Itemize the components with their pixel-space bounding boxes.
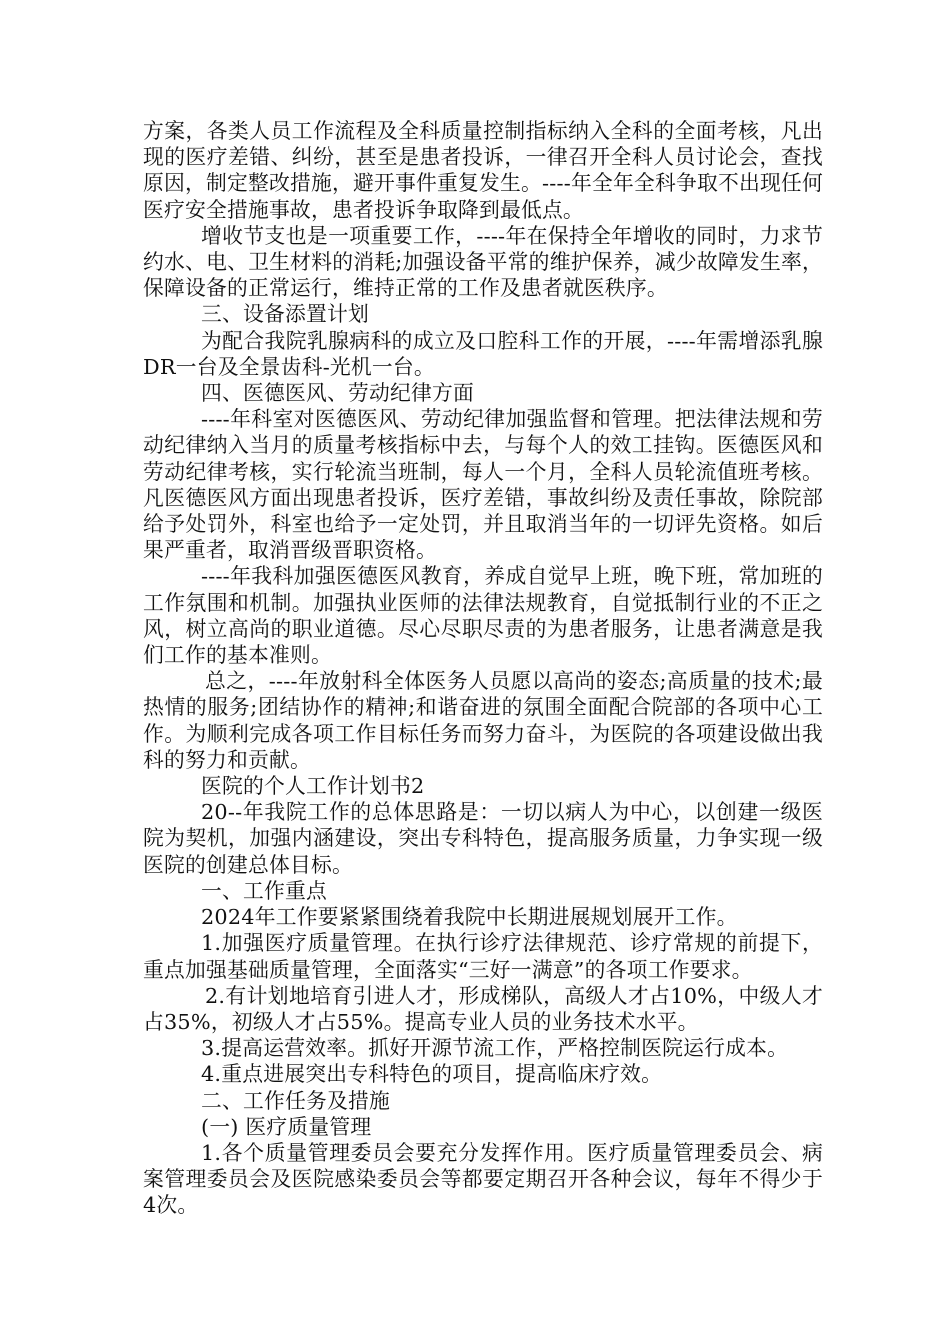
list-item: 4.重点进展突出专科特色的项目，提高临床疗效。	[201, 1062, 663, 1087]
paragraph: 增收节支也是一项重要工作，----年在保持全年增收的同时，力求节约水、电、卫生材料的消耗;加强设备平常的维护保养，减少故障发生率，保障设备的正常运行，维持正常的工作及患者就医秩序。	[143, 223, 823, 301]
paragraph: 20--年我院工作的总体思路是：一切以病人为中心，以创建一级医院为契机，加强内涵建设，突出专科特色，提高服务质量，力争实现一级医院的创建总体目标。	[143, 800, 823, 877]
section-heading: 二、工作任务及措施	[201, 1088, 390, 1113]
document-body	[143, 118, 823, 1219]
paragraph: 2024年工作要紧紧围绕着我院中长期进展规划展开工作。	[201, 905, 738, 930]
list-item: 3.提高运营效率。抓好开源节流工作，严格控制医院运行成本。	[201, 1036, 789, 1061]
section-heading: 三、设备添置计划	[201, 302, 369, 327]
paragraph: 总之，----年放射科全体医务人员愿以高尚的姿态;高质量的技术;最热情的服务;团结协作的精神;和谐奋进的氛围全面配合院部的各项中心工作。为顺利完成各项工作目标任务而努力奋斗，为医院的各项建设做出我科的努力和贡献。	[143, 669, 823, 772]
paragraph: ----年科室对医德医风、劳动纪律加强监督和管理。把法律法规和劳动纪律纳入当月的质量考核指标中去，与每个人的效工挂钩。医德医风和劳动纪律考核，实行轮流当班制，每人一个月，全科人员轮流值班考核。凡医德医风方面出现患者投诉，医疗差错，事故纠纷及责任事故，除院部给予处罚外，科室也给予一定处罚，并且取消当年的一切评先资格。如后果严重者，取消晋级晋职资格。	[143, 407, 823, 563]
section-heading: 四、医德医风、劳动纪律方面	[201, 381, 474, 406]
paragraph: 为配合我院乳腺病科的成立及口腔科工作的开展，----年需增添乳腺DR一台及全景齿科-光机一台。	[143, 328, 823, 379]
list-item: 1.加强医疗质量管理。在执行诊疗法律规范、诊疗常规的前提下，重点加强基础质量管理，全面落实“三好一满意”的各项工作要求。	[143, 931, 823, 982]
subsection-heading: (一) 医疗质量管理	[201, 1114, 372, 1139]
document-subtitle: 医院的个人工作计划书2	[201, 774, 425, 799]
section-heading: 一、工作重点	[201, 878, 327, 903]
paragraph: 方案，各类人员工作流程及全科质量控制指标纳入全科的全面考核，凡出现的医疗差错、纠纷，甚至是患者投诉，一律召开全科人员讨论会，查找原因，制定整改措施，避开事件重复发生。----年全年全科争取不出现任何医疗安全措施事故，患者投诉争取降到最低点。	[143, 119, 823, 222]
list-item: 2.有计划地培育引进人才，形成梯队，高级人才占10%，中级人才占35%，初级人才占55%。提高专业人员的业务技术水平。	[143, 983, 823, 1034]
paragraph: ----年我科加强医德医风教育，养成自觉早上班，晚下班，常加班的工作氛围和机制。加强执业医师的法律法规教育，自觉抵制行业的不正之风，树立高尚的职业道德。尽心尽职尽责的为患者服务，让患者满意是我们工作的基本准则。	[143, 564, 823, 668]
list-item: 1.各个质量管理委员会要充分发挥作用。医疗质量管理委员会、病案管理委员会及医院感染委员会等都要定期召开各种会议，每年不得少于4次。	[143, 1140, 823, 1218]
